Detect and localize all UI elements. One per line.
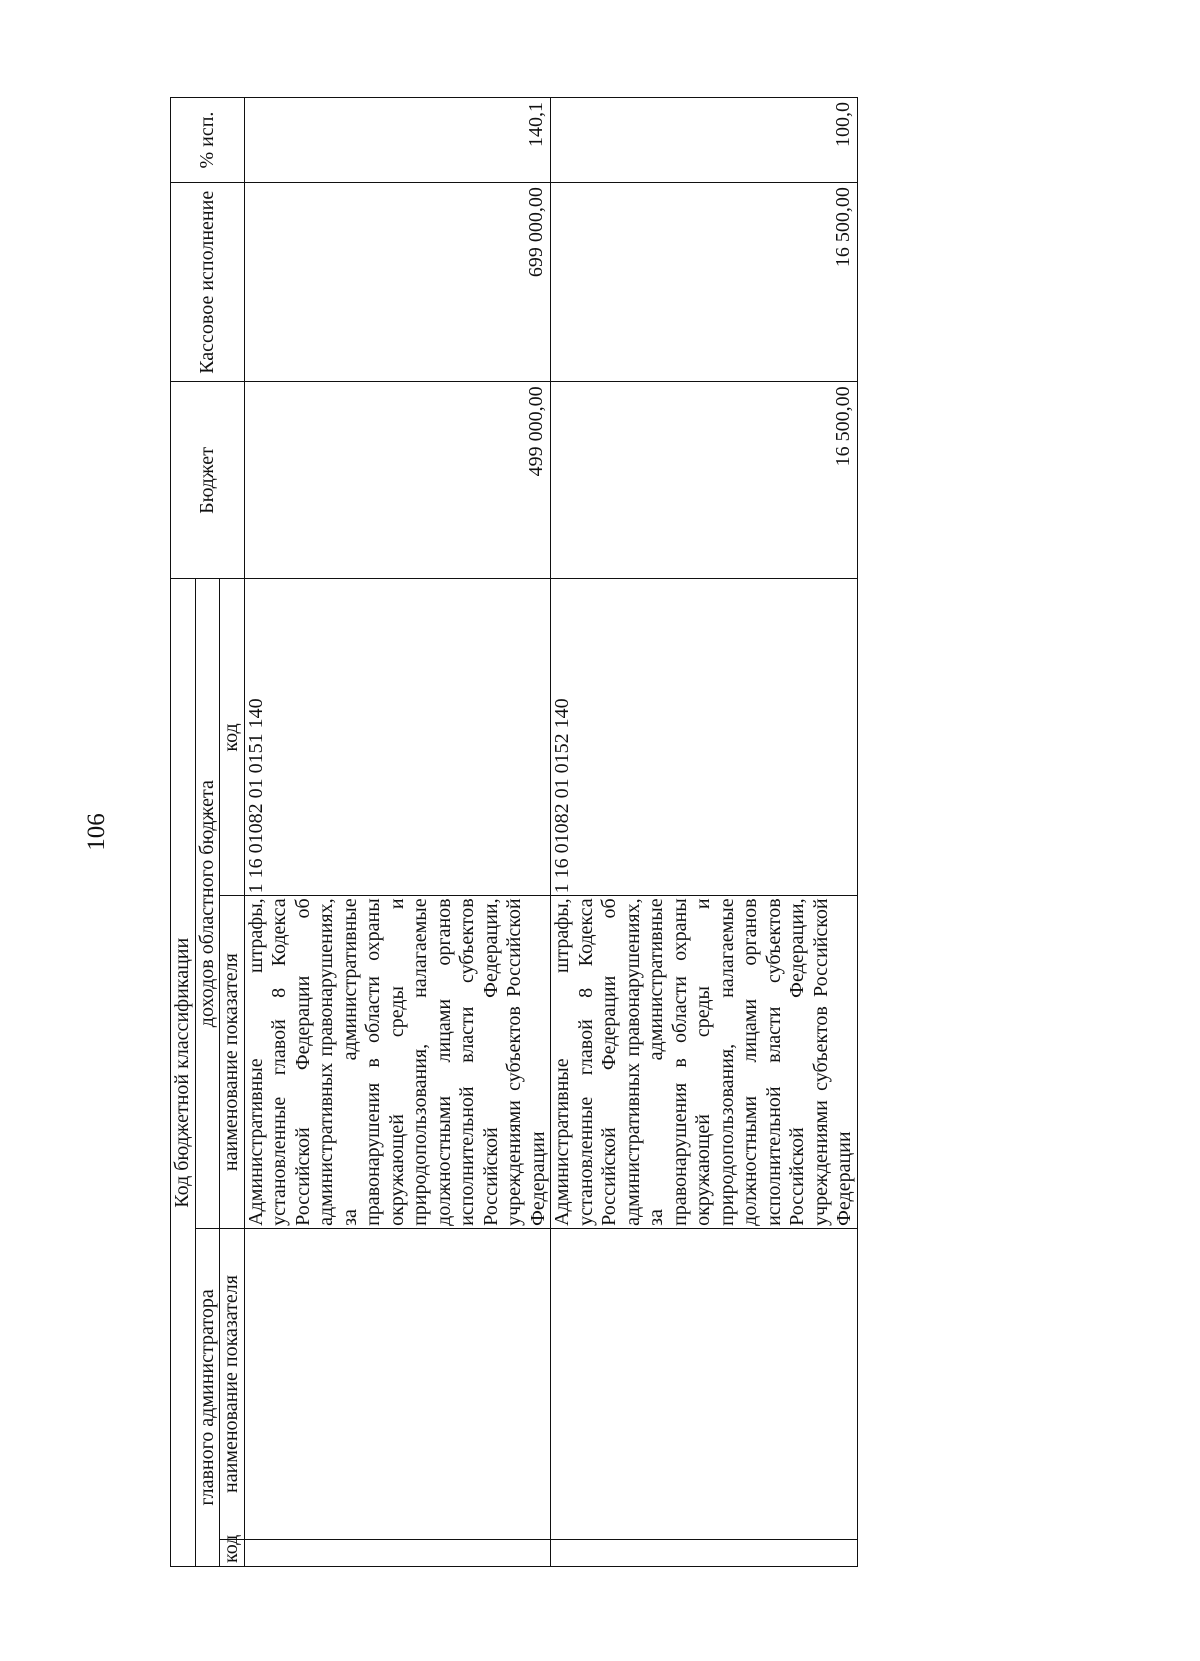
header-income-indicator-name: наименование показателя	[220, 896, 245, 1229]
classification-code-cell: 1 16 01082 01 0152 140	[551, 579, 858, 896]
percent-execution-cell: 140,1	[244, 98, 551, 183]
header-regional-budget-income: доходов областного бюджета	[195, 579, 220, 1228]
table-row	[551, 98, 858, 1567]
classification-code-cell: 1 16 01082 01 0151 140	[244, 579, 551, 896]
admin-code-cell	[551, 1540, 858, 1567]
admin-name-cell	[551, 1228, 858, 1539]
header-admin-indicator-name: наименование показателя	[220, 1228, 245, 1539]
table-row	[244, 98, 551, 1567]
admin-name-cell	[244, 1228, 551, 1539]
indicator-name-cell: Административные штрафы, установленные главой 8 Кодекса Российской Федерации об административных правонарушениях, за административные правонарушения в области охраны окружающей среды и природопользования, налагаемые должностными лицами органов исполнительной власти субъектов Российской Федерации, учреждениями субъектов Российской Федерации	[244, 896, 551, 1229]
header-budget-classification-code: Код бюджетной классификации	[171, 579, 196, 1567]
indicator-name-cell: Административные штрафы, установленные главой 8 Кодекса Российской Федерации об административных правонарушениях, за административные правонарушения в области охраны окружающей среды и природопользования, налагаемые должностными лицами органов исполнительной власти субъектов Российской Федерации, учреждениями субъектов Российской Федерации	[551, 896, 858, 1229]
cash-execution-cell: 16 500,00	[551, 183, 858, 382]
header-cash-execution: Кассовое исполнение	[171, 183, 245, 382]
rotated-table-wrapper	[170, 97, 858, 1567]
header-income-code: код	[220, 579, 245, 896]
budget-table	[170, 97, 858, 1567]
budget-cell: 499 000,00	[244, 382, 551, 579]
budget-cell: 16 500,00	[551, 382, 858, 579]
admin-code-cell	[244, 1540, 551, 1567]
header-percent-execution: % исп.	[171, 98, 245, 183]
header-row-1	[171, 98, 196, 1567]
header-admin-code: код	[220, 1540, 245, 1567]
percent-execution-cell: 100,0	[551, 98, 858, 183]
page-number: 106	[83, 813, 110, 851]
cash-execution-cell: 699 000,00	[244, 183, 551, 382]
header-budget: Бюджет	[171, 382, 245, 579]
header-chief-administrator: главного администратора	[195, 1228, 220, 1566]
